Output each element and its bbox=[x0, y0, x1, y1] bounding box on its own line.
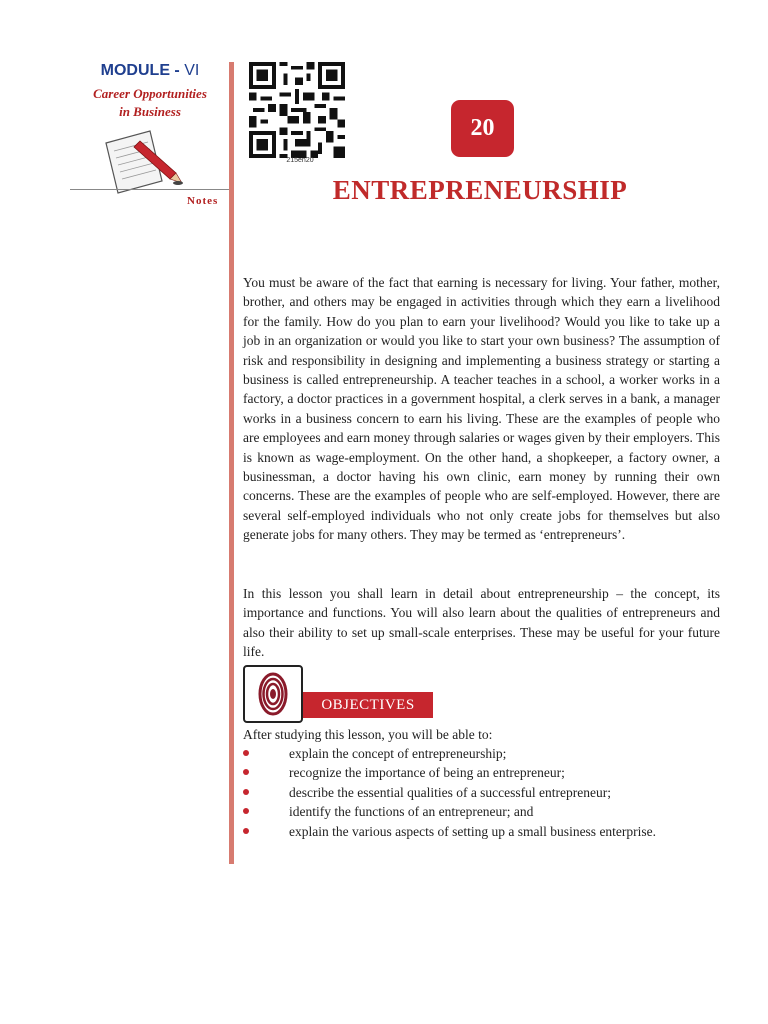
chapter-title: ENTREPRENEURSHIP bbox=[332, 175, 628, 205]
objectives-target-icon bbox=[243, 665, 303, 723]
module-subtitle bbox=[60, 85, 240, 121]
bullet-icon bbox=[243, 828, 249, 834]
bullet-icon bbox=[243, 808, 249, 814]
chapter-number-badge: 20 bbox=[451, 100, 514, 157]
objective-text: recognize the importance of being an entrepreneur; bbox=[289, 765, 565, 781]
objective-text: identify the functions of an entrepreneur; and bbox=[289, 804, 534, 820]
qr-code-label: 215en20 bbox=[286, 157, 314, 164]
bullet-icon bbox=[243, 769, 249, 775]
notes-label: Notes bbox=[187, 195, 219, 207]
module-title bbox=[70, 62, 230, 80]
notebook-pencil-icon bbox=[100, 125, 188, 197]
module-subtitle-line1: Career Opportunities bbox=[93, 86, 207, 101]
objective-text: explain the concept of entrepreneurship; bbox=[289, 746, 507, 761]
objective-text: describe the essential qualities of a successful entrepreneur; bbox=[289, 784, 611, 800]
bullet-icon bbox=[243, 789, 249, 795]
module-label: MODULE - bbox=[100, 62, 185, 79]
objective-text: explain the various aspects of setting up a small business enterprise. bbox=[289, 823, 657, 839]
objectives-heading: OBJECTIVES bbox=[303, 692, 433, 718]
module-subtitle-line2: in Business bbox=[119, 104, 181, 119]
bullet-icon bbox=[243, 750, 249, 756]
module-number: VI bbox=[184, 62, 200, 79]
intro-paragraph: You must be aware of the fact that earning is necessary for living. Your father, mother, brother, and others may be engaged in activities through which they earn a livelihood for the family. How do you plan to earn your livelihood? Would you like to take up a job in an organization or would you like to start your own business? The assumption of risk and responsibility in designing and implementing a business strategy or starting a business is called entrepreneurship. A teacher teaches in a school, a worker works in a factory, a doctor practices in a government hospital, a clerk serves in a bank, a manager works in a business concern to earn his living. These are the examples of people who are employees and earn money through salaries or wages given by their employers. This is known as wage-employment. On the other hand, a shopkeeper, a factory owner, a businessman, a doctor having his own clinic, earn money by running their own concerns. These are the examples of people who are self-employed. However, there are several self-employed individuals who not only create jobs for themselves but also generate jobs for many others. They may be termed as ‘entrepreneurs’. bbox=[243, 275, 720, 543]
objectives-intro: After studying this lesson, you will be able to: bbox=[243, 727, 493, 742]
notes-divider bbox=[70, 189, 230, 190]
margin-rule bbox=[229, 62, 234, 864]
lesson-paragraph: In this lesson you shall learn in detail about entrepreneurship – the concept, its importance and functions. You will also learn about the qualities of entrepreneurs and also their ability to set up small-scale enterprises. These may be useful for your future life. bbox=[243, 586, 720, 660]
qr-code-icon bbox=[249, 62, 345, 158]
